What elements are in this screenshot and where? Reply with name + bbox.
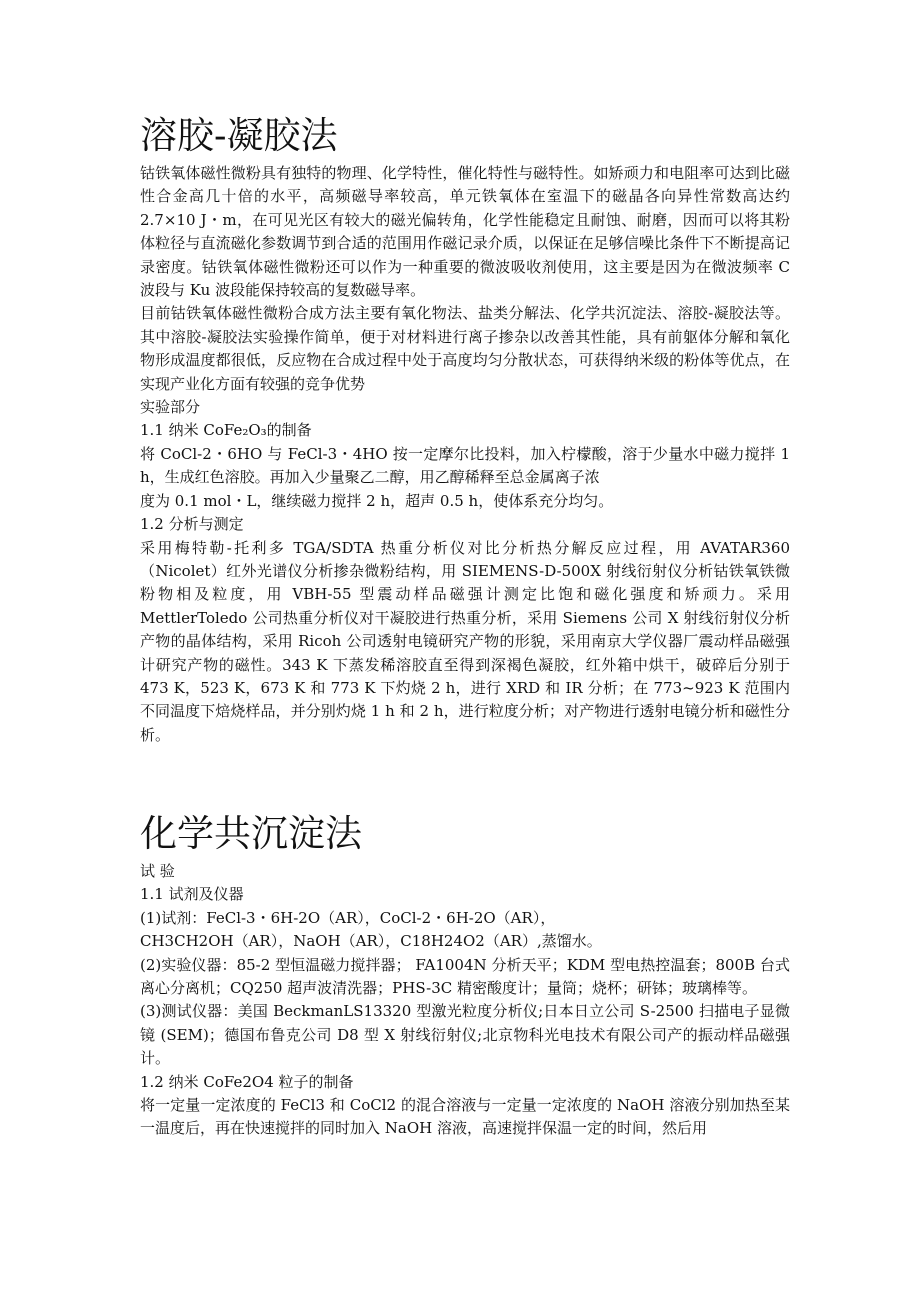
section-body-sol-gel [140,162,790,747]
subheading-trial: 试 验 [140,862,175,880]
subheading-nano-preparation: 1.2 纳米 CoFe2O4 粒子的制备 [140,1072,354,1091]
subheading-reagents-instruments: 1.1 试剂及仪器 [140,885,244,904]
paragraph-methods-overview: 目前钴铁氧体磁性微粉合成方法主要有氧化物法、盐类分解法、化学共沉淀法、溶胶-凝胶法等。其中溶胶-凝胶法实验操作简单，便于对材料进行离子掺杂以改善其性能，具有前躯体分解和氧化物形成温度都很低，反应物在合成过程中处于高度均匀分散状态，可获得纳米级的粉体等优点，在实现产业化方面有较强的竞争优势 [140,304,790,393]
section-title-sol-gel: 溶胶-凝胶法 [140,114,338,157]
paragraph-preparation: 将 CoCl-2・6HO 与 FeCl-3・4HO 按一定摩尔比投料，加入柠檬酸，溶于少量水中磁力搅拌 1 h，生成红色溶胶。再加入少量聚乙二醇，用乙醇稀释至总金属离子浓 [140,444,790,487]
paragraph-test-instruments: (3)测试仪器：美国 BeckmanLS13320 型激光粒度分析仪;日本日立公司 S-2500 扫描电子显微镜 (SEM)；德国布鲁克公司 D8 型 X 射线衍射仪;北京物科光电技术有限公司产的振动样品磁强计。 [140,1002,790,1068]
paragraph-instruments: (2)实验仪器：85-2 型恒温磁力搅拌器； FA1004N 分析天平；KDM 型电热控温套；800B 台式离心分离机；CQ250 超声波清洗器；PHS-3C 精密酸度计；量筒；烧杯；研钵；玻璃棒等。 [140,955,790,998]
paragraph-reagents-cont: CH3CH2OH（AR），NaOH（AR），C18H24O2（AR）,蒸馏水。 [140,932,602,951]
subheading-1-2: 1.2 分析与测定 [140,515,244,534]
subheading-1-1: 1.1 纳米 CoFe₂O₃的制备 [140,421,312,440]
paragraph-analysis: 采用梅特勒-托利多 TGA/SDTA 热重分析仪对比分析热分解反应过程，用 AVATAR360（Nicolet）红外光谱仪分析掺杂微粉结构，用 SIEMENS-D-500X 射线衍射仪分析钴铁氧铁微粉物相及粒度，用 VBH-55 型震动样品磁强计测定比饱和磁化强度和矫顽力。采用 MettlerToledo 公司热重分析仪对干凝胶进行热重分析，采用 Siemens 公司 X 射线衍射仪分析产物的晶体结构，采用 Ricoh 公司透射电镜研究产物的形貌，采用南京大学仪器厂震动样品磁强计研究产物的磁性。343 K 下蒸发稀溶胶直至得到深褐色凝胶，红外箱中烘干，破碎后分别于 473 K，523 K，673 K 和 773 K 下灼烧 2 h，进行 XRD 和 IR 分析；在 773~923 K 范围内不同温度下焙烧样品，并分别灼烧 1 h 和 2 h，进行粒度分析；对产物进行透射电镜分析和磁性分析。 [140,538,790,744]
paragraph-reagents: (1)试剂：FeCl-3・6H-2O（AR），CoCl-2・6H-2O（AR）， [140,908,556,927]
subheading-experiment: 实验部分 [140,398,201,417]
section-title-coprecipitation: 化学共沉淀法 [140,812,362,855]
paragraph-nano-preparation: 将一定量一定浓度的 FeCl3 和 CoCl2 的混合溶液与一定量一定浓度的 NaOH 溶液分别加热至某一温度后，再在快速搅拌的同时加入 NaOH 溶液，高速搅拌保温一定的时间，然后用 [140,1096,790,1138]
section-body-coprecipitation [140,860,790,1141]
paragraph-preparation-cont: 度为 0.1 mol・L，继续磁力搅拌 2 h，超声 0.5 h，使体系充分均匀。 [140,491,614,510]
paragraph-intro: 钴铁氧体磁性微粉具有独特的物理、化学特性，催化特性与磁特性。如矫顽力和电阻率可达到比磁性合金高几十倍的水平，高频磁导率较高，单元铁氧体在室温下的磁晶各向异性常数高达约 2.7×10 J・m，在可见光区有较大的磁光偏转角，化学性能稳定且耐蚀、耐磨，因而可以将其粉体粒径与直流磁化参数调节到合适的范围用作磁记录介质，以保证在足够信噪比条件下不断提高记录密度。钴铁氧体磁性微粉还可以作为一种重要的微波吸收剂使用，这主要是因为在微波频率 C 波段与 Ku 波段能保持较高的复数磁导率。 [140,164,790,300]
